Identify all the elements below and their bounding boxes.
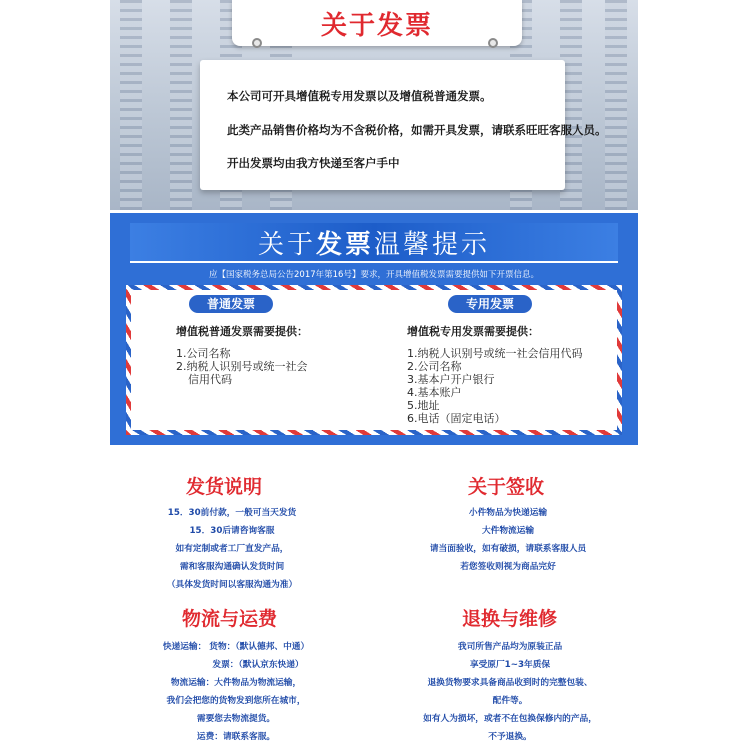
- pin-icon: [488, 38, 498, 48]
- special-invoice-item: 4.基本账户: [407, 386, 462, 399]
- logistics-line: 发票：（默认京东快递）: [212, 660, 304, 670]
- returns-line: 配件等。: [492, 696, 528, 706]
- shipping-line: 如有定制或者工厂直发产品，: [175, 544, 289, 554]
- logistics-title: 物流与运费: [182, 608, 278, 630]
- logistics-line: 快递运输： 货物：（默认德邦、中通）: [162, 642, 310, 652]
- shipping-line: 需和客服沟通确认发货时间: [179, 562, 285, 572]
- special-invoice-heading: 增值税专用发票需要提供：: [407, 325, 539, 338]
- signing-line: 请当面验收，如有破损，请联系客服人员: [429, 544, 587, 554]
- invoice-line: 开出发票均由我方快递至客户手中: [227, 156, 400, 170]
- returns-line: 我司所售产品均为原装正品: [457, 642, 563, 652]
- normal-invoice-pill: 普通发票: [189, 295, 273, 313]
- signing-line: 大件物流运输: [481, 526, 535, 536]
- invoice-tips-banner: [110, 213, 638, 445]
- normal-invoice-heading: 增值税普通发票需要提供：: [176, 325, 308, 338]
- logistics-line: 需要您去物流提货。: [196, 714, 276, 724]
- shipping-title: 发货说明: [186, 476, 263, 498]
- normal-invoice-item: 2.纳税人识别号或统一社会: [176, 360, 308, 373]
- invoice-note-card: [200, 60, 607, 190]
- special-invoice-item: 3.基本户开户银行: [407, 373, 495, 386]
- signing-line: 小件物品为快递运输: [468, 508, 548, 518]
- server-rack-decoration: [605, 0, 627, 210]
- special-invoice-item: 2.公司名称: [407, 360, 462, 373]
- banner-title-bar: [130, 223, 618, 263]
- returns-line: 不予退换。: [488, 732, 532, 742]
- shipping-line: 15．30后请咨询客服: [189, 526, 275, 536]
- logistics-line: 物流运输：大件物品为物流运输，: [170, 678, 302, 688]
- invoice-title: 关于发票: [320, 10, 433, 41]
- shipping-line: 15．30前付款，一般可当天发货: [167, 508, 297, 518]
- invoice-line: 此类产品销售价格均为不含税价格，如需开具发票，请联系旺旺客服人员。: [227, 123, 607, 137]
- special-invoice-item: 5.地址: [407, 399, 440, 412]
- special-invoice-item: 6.电话（固定电话）: [407, 412, 506, 425]
- normal-invoice-item: 信用代码: [188, 373, 232, 386]
- returns-line: 退换货物要求具备商品收到时的完整包装、: [427, 678, 593, 688]
- returns-title: 退换与维修: [462, 608, 558, 630]
- signing-line: 若您签收则视为商品完好: [460, 562, 556, 572]
- invoice-line: 本公司可开具增值税专用发票以及增值税普通发票。: [227, 89, 492, 103]
- special-invoice-item: 1.纳税人识别号或统一社会信用代码: [407, 347, 583, 360]
- shipping-line: （具体发货时间以客服沟通为准）: [166, 580, 298, 590]
- logistics-line: 运费：请联系客服。: [196, 732, 276, 742]
- normal-invoice-item: 1.公司名称: [176, 347, 231, 360]
- banner-subtitle: 应【国家税务总局公告2017年第16号】要求，开具增值税发票需要提供如下开票信息。: [209, 270, 539, 280]
- invoice-title-card: [232, 0, 522, 46]
- returns-line: 如有人为损坏，或者不在包换保修内的产品，: [423, 714, 597, 724]
- special-invoice-pill: 专用发票: [448, 295, 532, 313]
- invoice-requirements-card: [126, 285, 622, 435]
- banner-title: 关于发票温馨提示: [257, 229, 491, 260]
- returns-line: 享受原厂1~3年质保: [469, 660, 551, 670]
- server-rack-decoration: [170, 0, 192, 210]
- logistics-line: 我们会把您的货物发到您所在城市，: [166, 696, 306, 706]
- pin-icon: [252, 38, 262, 48]
- signing-title: 关于签收: [468, 476, 545, 498]
- server-rack-decoration: [120, 0, 142, 210]
